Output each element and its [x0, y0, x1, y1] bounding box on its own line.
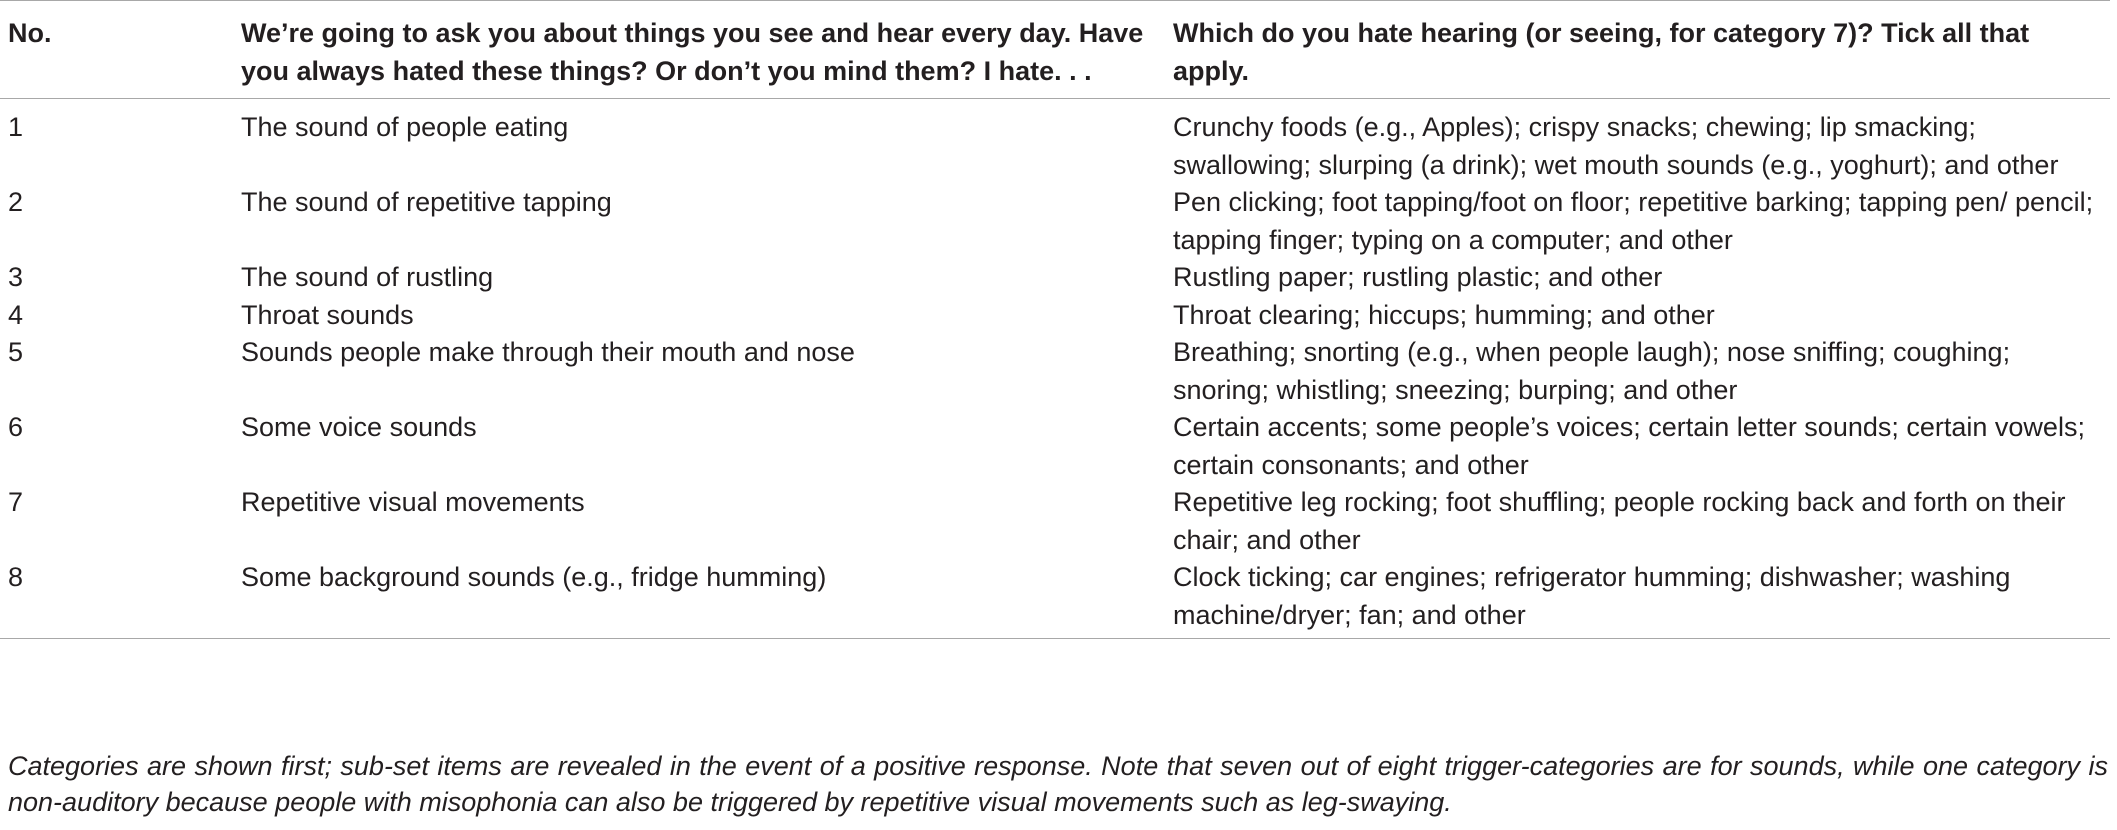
table-row — [0, 484, 2110, 559]
row-items: Crunchy foods (e.g., Apples); crispy snacks; chewing; lip smacking; swallowing; slurping (a drink); wet mouth sounds (e.g., yoghurt); and other — [1173, 112, 2059, 180]
table-row — [0, 297, 2110, 335]
row-number: 4 — [8, 299, 24, 330]
table-row — [0, 559, 2110, 639]
row-items: Throat clearing; hiccups; humming; and other — [1173, 299, 1715, 330]
header-question: We’re going to ask you about things you see and hear every day. Have you always hated these things? Or don’t you mind them? I hate. . . — [241, 18, 1144, 86]
header-items: Which do you hate hearing (or seeing, for category 7)? Tick all that apply. — [1173, 18, 2030, 86]
header-number: No. — [8, 18, 52, 48]
table-header — [0, 1, 2110, 99]
table-row — [0, 334, 2110, 409]
row-category: Throat sounds — [241, 299, 414, 330]
row-items: Pen clicking; foot tapping/foot on floor; repetitive barking; tapping pen/ pencil; tapping finger; typing on a computer; and other — [1173, 187, 2094, 255]
row-category: Repetitive visual movements — [241, 487, 585, 517]
row-category: The sound of rustling — [241, 262, 494, 292]
table-footnote: Categories are shown first; sub-set items are revealed in the event of a positive response. Note that seven out of eight trigger-categories are for sounds, while one category is non-auditory because people with misophonia can also be triggered by repetitive visual movements such as leg-swaying. — [8, 751, 2108, 817]
table-row — [0, 259, 2110, 297]
row-category: Sounds people make through their mouth and nose — [241, 337, 855, 367]
row-items: Clock ticking; car engines; refrigerator humming; dishwasher; washing machine/dryer; fan; and other — [1173, 562, 2011, 630]
row-items: Breathing; snorting (e.g., when people laugh); nose sniffing; coughing; snoring; whistling; sneezing; burping; and other — [1173, 337, 2011, 405]
table-row — [0, 184, 2110, 259]
row-category: The sound of repetitive tapping — [241, 187, 612, 217]
header-row — [0, 1, 2110, 99]
row-category: Some voice sounds — [241, 412, 477, 442]
row-number: 5 — [8, 337, 24, 367]
row-items: Rustling paper; rustling plastic; and other — [1173, 262, 1663, 292]
row-number: 1 — [8, 112, 24, 142]
row-items: Certain accents; some people’s voices; certain letter sounds; certain vowels; certain consonants; and other — [1173, 412, 2085, 480]
row-number: 2 — [8, 187, 24, 217]
row-number: 3 — [8, 262, 24, 292]
row-number: 8 — [8, 562, 24, 592]
row-number: 6 — [8, 412, 24, 442]
row-category: The sound of people eating — [241, 112, 569, 142]
table-body — [0, 99, 2110, 639]
row-items: Repetitive leg rocking; foot shuffling; people rocking back and forth on their chair; and other — [1173, 487, 2066, 555]
table-row — [0, 99, 2110, 185]
row-category: Some background sounds (e.g., fridge humming) — [241, 562, 827, 592]
row-number: 7 — [8, 487, 24, 517]
table-row — [0, 409, 2110, 484]
